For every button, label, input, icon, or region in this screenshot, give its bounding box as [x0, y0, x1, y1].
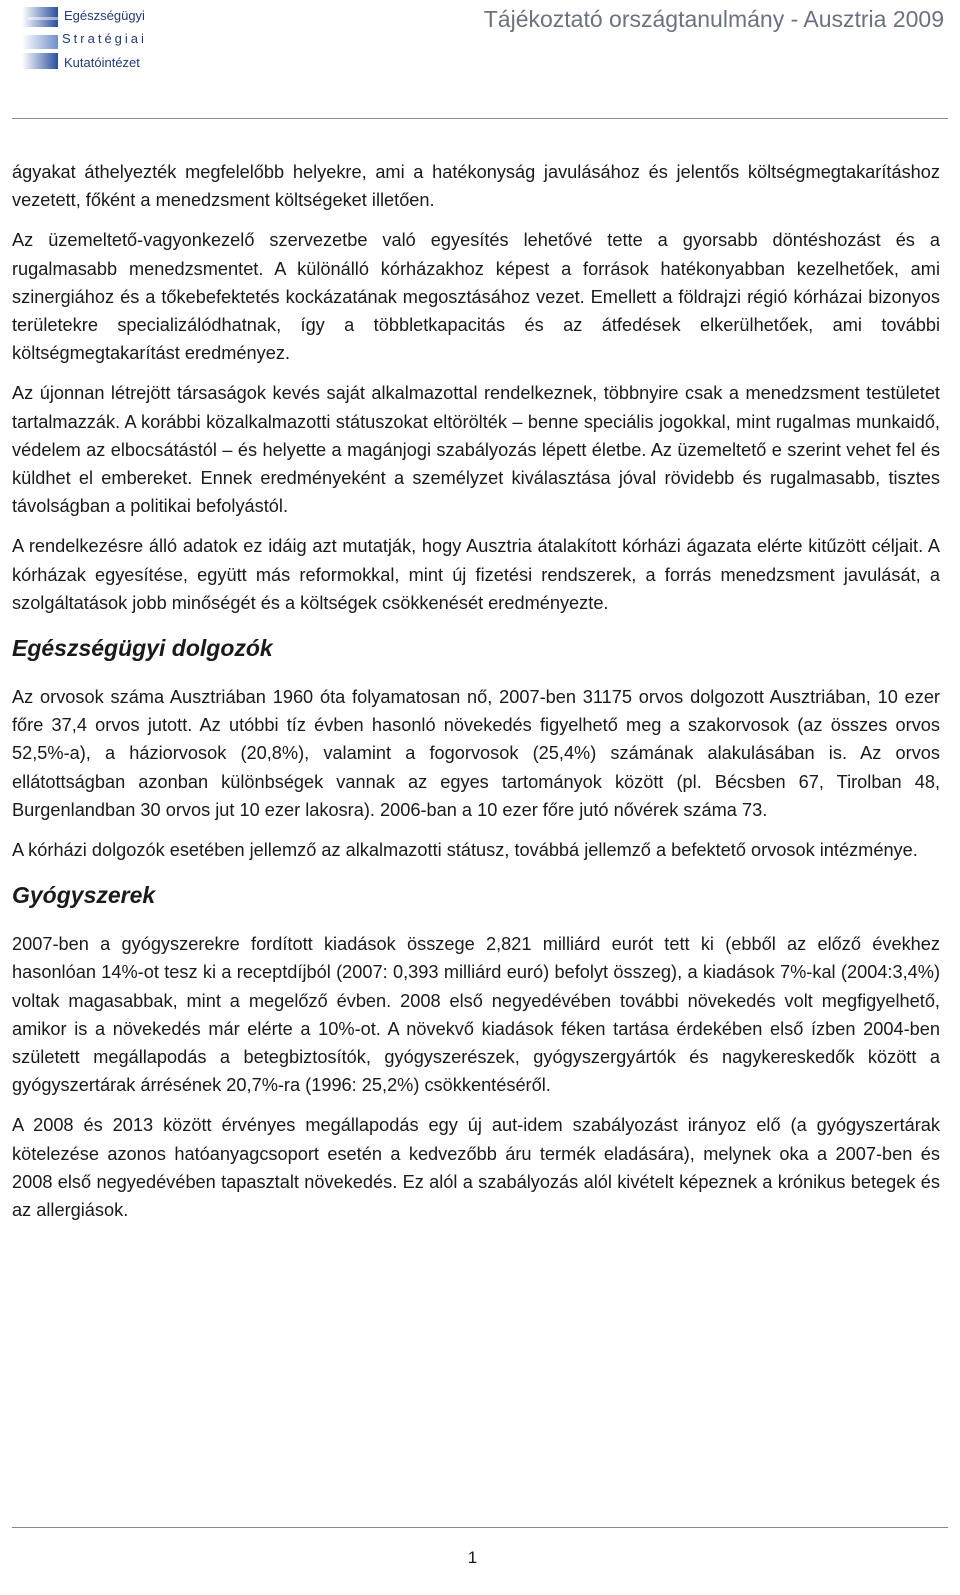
paragraph: Az üzemeltető-vagyonkezelő szervezetbe való egyesítés lehetővé tette a gyorsabb döntéshozást és a rugalmasabb menedzsmentet. A különálló kórházakhoz képest a források hatékonyabban kezelhetőek, ami szinergiához és a tőkebefektetés kockázatának megosztásához vezet. Emellett a földrajzi régió kórházai bizonyos területekre specializálódhatnak, így a többletkapacitás és az átfedések elkerülhetőek, ami további költségmegtakarítást eredményez. [12, 230, 940, 364]
logo-text-line1: Egészségügyi [64, 8, 145, 23]
header-divider [12, 118, 948, 119]
paragraph: 2007-ben a gyógyszerekre fordított kiadások összege 2,821 milliárd eurót tett ki (ebből az előző évekhez hasonlóan 14%-ot tesz ki a receptdíjból (2007: 0,393 milliárd euró) befolyt összeg), a kiadások 7%-kal (2004:3,4%) voltak magasabbak, mint a megelőző évben. 2008 első negyedévében további növekedés volt megfigyelhető, amikor is a növekedés már elérte a 10%-ot. A növekvő kiadások féken tartása érdekében első ízben 2004-ben született megállapodás a betegbiztosítók, gyógyszerészek, gyógyszergyártók és nagykereskedők között a gyógyszertárak árrésének 20,7%-ra (1996: 25,2%) csökkentéséről. [12, 934, 940, 1096]
document-body [12, 158, 940, 1236]
page-number: 1 [467, 1548, 478, 1567]
paragraph: Az újonnan létrejött társaságok kevés saját alkalmazottal rendelkeznek, többnyire csak a menedzsment testületet tartalmazzák. A korábbi közalkalmazotti státuszokat eltörölték – benne speciális jogokkal, mint rugalmas munkaidő, védelem az elbocsátástól – és helyette a magánjogi szabályozás lépett életbe. Az üzemeltető e szerint vehet fel és küldhet el embereket. Ennek eredményeként a személyzet kiválasztása jóval rövidebb és rugalmasabb, tisztes távolságban a politikai befolyástól. [12, 383, 940, 517]
section-heading-pharmaceuticals: Gyógyszerek [12, 882, 156, 909]
logo-emblem-icon [22, 5, 62, 71]
logo-text-line3: Kutatóintézet [64, 55, 140, 70]
logo-text-line2: Stratégiai [62, 31, 147, 46]
document-title: Tájékoztató országtanulmány - Ausztria 2009 [483, 6, 944, 32]
footer-divider [12, 1527, 948, 1528]
paragraph: A kórházi dolgozók esetében jellemző az alkalmazotti státusz, továbbá jellemző a befektető orvosok intézménye. [12, 840, 918, 861]
paragraph: A rendelkezésre álló adatok ez idáig azt mutatják, hogy Ausztria átalakított kórházi ágazata elérte kitűzött céljait. A kórházak egyesítése, együtt más reformokkal, mint új fizetési rendszerek, a forrás menedzsment javulását, a szolgáltatások jobb minőségét és a költségek csökkenését eredményezte. [12, 536, 940, 613]
paragraph: ágyakat áthelyezték megfelelőbb helyekre, ami a hatékonyság javulásához és jelentős költségmegtakarításhoz vezetett, főként a menedzsment költségeket illetően. [12, 162, 940, 211]
page-header [0, 0, 960, 110]
paragraph: Az orvosok száma Ausztriában 1960 óta folyamatosan nő, 2007-ben 31175 orvos dolgozott Ausztriában, 10 ezer főre 37,4 orvos jutott. Az utóbbi tíz évben hasonló növekedés figyelhető meg a szakorvosok (az összes orvos 52,5%-a), a háziorvosok (20,8%), valamint a fogorvosok (25,4%) számának alakulásában is. Az orvos ellátottságban azonban különbségek vannak az egyes tartományok között (pl. Bécsben 67, Tirolban 48, Burgenlandban 30 orvos jut 10 ezer lakosra). 2006-ban a 10 ezer főre jutó nővérek száma 73. [12, 687, 940, 820]
paragraph: A 2008 és 2013 között érvényes megállapodás egy új aut-idem szabályozást irányoz elő (a gyógyszertárak kötelezése azonos hatóanyagcsoport esetén a kedvezőbb áru termék eladására), melynek oka a 2007-ben és 2008 első negyedévében tapasztalt növekedés. Ez alól a szabályozás alól kivételt képeznek a krónikus betegek és az allergiások. [12, 1115, 940, 1221]
section-heading-health-workers: Egészségügyi dolgozók [12, 635, 273, 662]
institute-logo [22, 5, 152, 71]
